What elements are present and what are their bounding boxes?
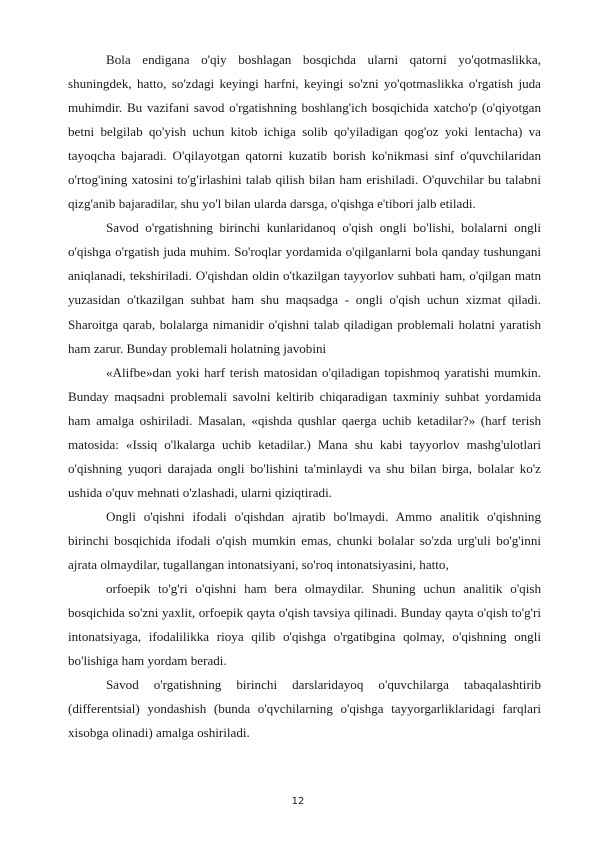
- document-body: [68, 48, 541, 745]
- paragraph-1: Bola endigana o'qiy boshlagan bosqichda ularni qatorni yo'qotmaslikka, shuningdek, hatto, so'zdagi keyingi harfni, keyingi so'zni yo'qotmaslikka o'rgatish juda muhimdir. Bu vazifani savod o'rgatishning boshlang'ich bosqichida xatcho'p (o'qiyotgan betni belgilab qo'yish uchun kitob ichiga solib qo'yiladigan qog'oz yoki lentacha) va tayoqcha bajaradi. O'qilayotgan qatorni kuzatib borish ko'nikmasi sinf o'quvchilaridan o'rtog'ining xatosini to'g'irlashini talab qilish bilan ham erishiladi. O'quvchilar bu talabni qizg'anib bajaradilar, shu yo'l bilan ularda darsga, o'qishga e'tibori jalb etiladi.: [68, 52, 541, 212]
- paragraph-4: Ongli o'qishni ifodali o'qishdan ajratib bo'lmaydi. Ammo analitik o'qishning birinchi bosqichida ifodali o'qish mumkin emas, chunki bolalar so'zda urg'uli bo'g'inni ajrata olmaydilar, tugallangan intonatsiyani, so'roq intonatsiyasini, hatto,: [68, 508, 541, 572]
- paragraph-5: orfoepik to'g'ri o'qishni ham bera olmaydilar. Shuning uchun analitik o'qish bosqichida so'zni yaxlit, orfoepik qayta o'qish tavsiya qilinadi. Bunday qayta o'qish to'g'ri intonatsiyaga, ifodalilikka rioya qilib o'qishga o'rgatibgina qolmay, o'qishning ongli bo'lishiga ham yordam beradi.: [68, 581, 541, 669]
- page-number: 12: [291, 796, 305, 807]
- paragraph-6: Savod o'rgatishning birinchi darslaridayoq o'quvchilarga tabaqalashtirib (differentsial) yondashish (bunda o'qvchilarning o'qishga tayyorgarliklaridagi farqlari xisobga olinadi) amalga oshiriladi.: [68, 677, 541, 741]
- paragraph-3: «Alifbe»dan yoki harf terish matosidan o'qiladigan topishmoq yaratishi mumkin. Bunday maqsadni problemali savolni keltirib chiqaradigan taxminiy suhbat yordamida ham amalga oshiriladi. Masalan, «qishda qushlar qaerga uchib ketadilar?» (harf terish matosida: «Issiq o'lkalarga uchib ketadilar.) Mana shu kabi tayyorlov mashg'ulotlari o'qishning yuqori darajada ongli bo'lishini ta'minlaydi va shu bilan birga, bolalar ko'z ushida o'quv mehnati o'zlashadi, ularni qiziqtiradi.: [68, 364, 541, 500]
- paragraph-2: Savod o'rgatishning birinchi kunlaridanoq o'qish ongli bo'lishi, bolalarni ongli o'qishga o'rgatish juda muhim. So'roqlar yordamida o'qilganlarni bola qanday tushungani aniqlanadi, tekshiriladi. O'qishdan oldin o'tkazilgan tayyorlov suhbati ham, o'qilgan matn yuzasidan o'tkazilgan suhbat ham shu maqsadga - ongli o'qish uchun xizmat qiladi. Sharoitga qarab, bolalarga nimanidir o'qishni talab qiladigan problemali holatni yaratish ham zarur. Bunday problemali holatning javobini: [68, 220, 541, 356]
